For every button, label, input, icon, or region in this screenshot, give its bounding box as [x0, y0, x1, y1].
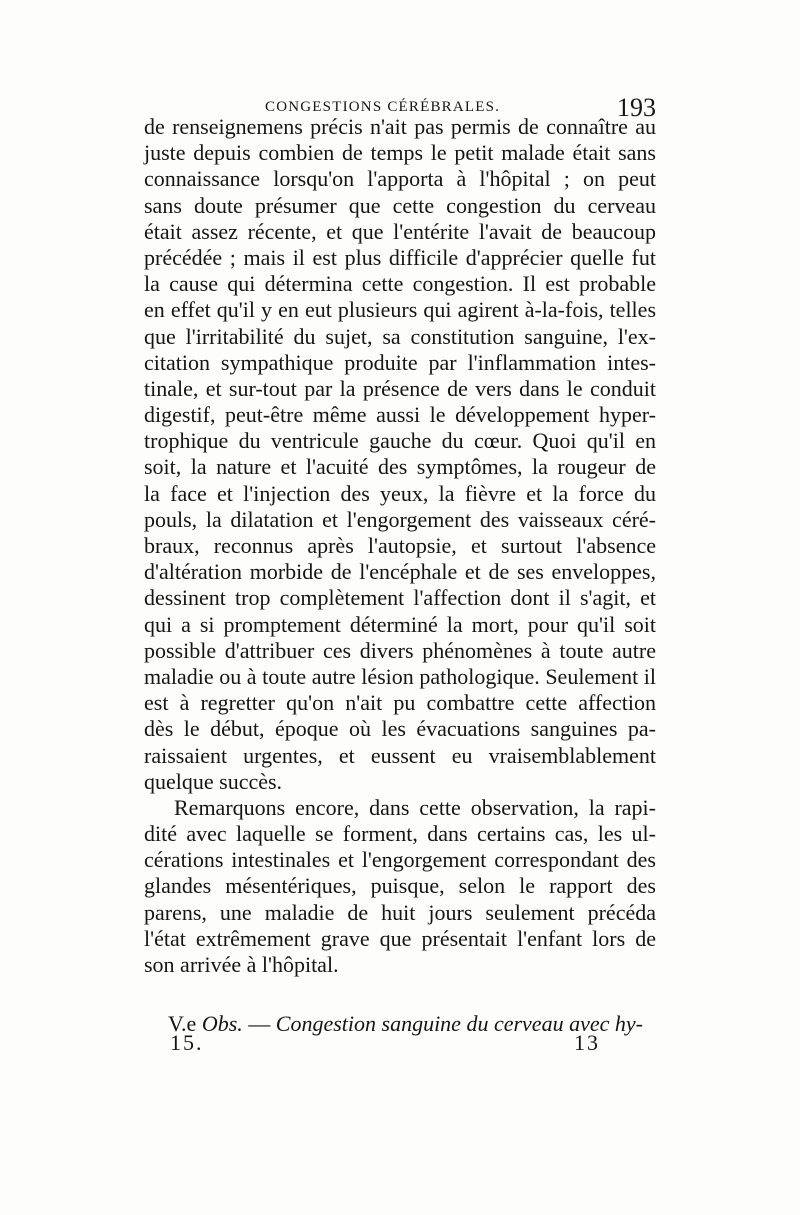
text-line: l'état extrêmement grave que présentait l'enfant lors de: [144, 925, 656, 951]
text-line: braux, reconnus après l'autopsie, et surtout l'absence: [144, 533, 656, 558]
text-line: est à regretter qu'on n'ait pu combattre cette affection: [144, 690, 656, 716]
observation-title: Congestion sanguine du cerveau avec hy-: [275, 1011, 643, 1036]
text-line: dessinent trop complètement l'affection dont il s'agit, et: [144, 585, 656, 611]
text-line: citation sympathique produite par l'inflammation intes-: [144, 349, 656, 375]
text-line: juste depuis combien de temps le petit malade était sans: [144, 140, 656, 166]
text-line: pouls, la dilatation et l'engorgement des vaisseaux céré-: [144, 506, 656, 532]
text-line: quelque succès.: [144, 768, 283, 794]
text-line: glandes mésentériques, puisque, selon le rapport des: [144, 873, 656, 899]
observation-abbrev: Obs.: [201, 1011, 243, 1036]
volume-signature: 15.: [170, 1030, 204, 1055]
text-line: digestif, peut-être même aussi le développement hyper-: [144, 402, 656, 428]
text-line: que l'irritabilité du sujet, sa constitution sanguine, l'ex-: [144, 323, 656, 349]
text-line: la cause qui détermina cette congestion. Il est probable: [144, 271, 656, 297]
text-line: de renseignemens précis n'ait pas permis de connaître au: [144, 114, 656, 139]
text-line: parens, une maladie de huit jours seulement précéda: [144, 899, 656, 925]
gathering-signature: 13: [574, 1030, 600, 1055]
running-title: CONGESTIONS CÉRÉBRALES.: [265, 99, 501, 115]
text-line: sans doute présumer que cette congestion du cerveau: [144, 192, 656, 218]
text-line: connaissance lorsqu'on l'apporta à l'hôpital ; on peut: [144, 166, 656, 192]
text-line: dité avec laquelle se forment, dans certains cas, les ul-: [144, 821, 656, 847]
text-line: tinale, et sur-tout par la présence de vers dans le conduit: [144, 375, 656, 401]
text-line: précédée ; mais il est plus difficile d'apprécier quelle fut: [144, 244, 656, 270]
text-line: possible d'attribuer ces divers phénomènes à toute autre: [144, 637, 656, 663]
body-text: [144, 114, 656, 978]
observation-dash: —: [248, 1011, 271, 1036]
observation-number: V.e: [168, 1011, 197, 1036]
signature-line: [170, 1030, 600, 1056]
page-number: 193: [617, 93, 656, 122]
text-line: qui a si promptement déterminé la mort, pour qu'il soit: [144, 611, 656, 637]
text-line: cérations intestinales et l'engorgement correspondant des: [144, 847, 656, 873]
text-line: en effet qu'il y en eut plusieurs qui agirent à-la-fois, telles: [144, 297, 656, 323]
text-line: d'altération morbide de l'encéphale et de ses enveloppes,: [144, 559, 656, 585]
text-line: soit, la nature et l'acuité des symptômes, la rougeur de: [144, 454, 656, 480]
text-line: dès le début, époque où les évacuations sanguines pa-: [144, 716, 656, 742]
text-line: Remarquons encore, dans cette observation, la rapi-: [174, 794, 656, 820]
text-line: maladie ou à toute autre lésion pathologique. Seulement il: [144, 663, 656, 689]
text-line: trophique du ventricule gauche du cœur. Quoi qu'il en: [144, 428, 656, 454]
text-line: son arrivée à l'hôpital.: [144, 952, 339, 977]
text-line: la face et l'injection des yeux, la fièvre et la force du: [144, 480, 656, 506]
text-line: était assez récente, et que l'entérite l'avait de beaucoup: [144, 218, 656, 244]
text-line: raissaient urgentes, et eussent eu vraisemblablement: [144, 742, 656, 768]
